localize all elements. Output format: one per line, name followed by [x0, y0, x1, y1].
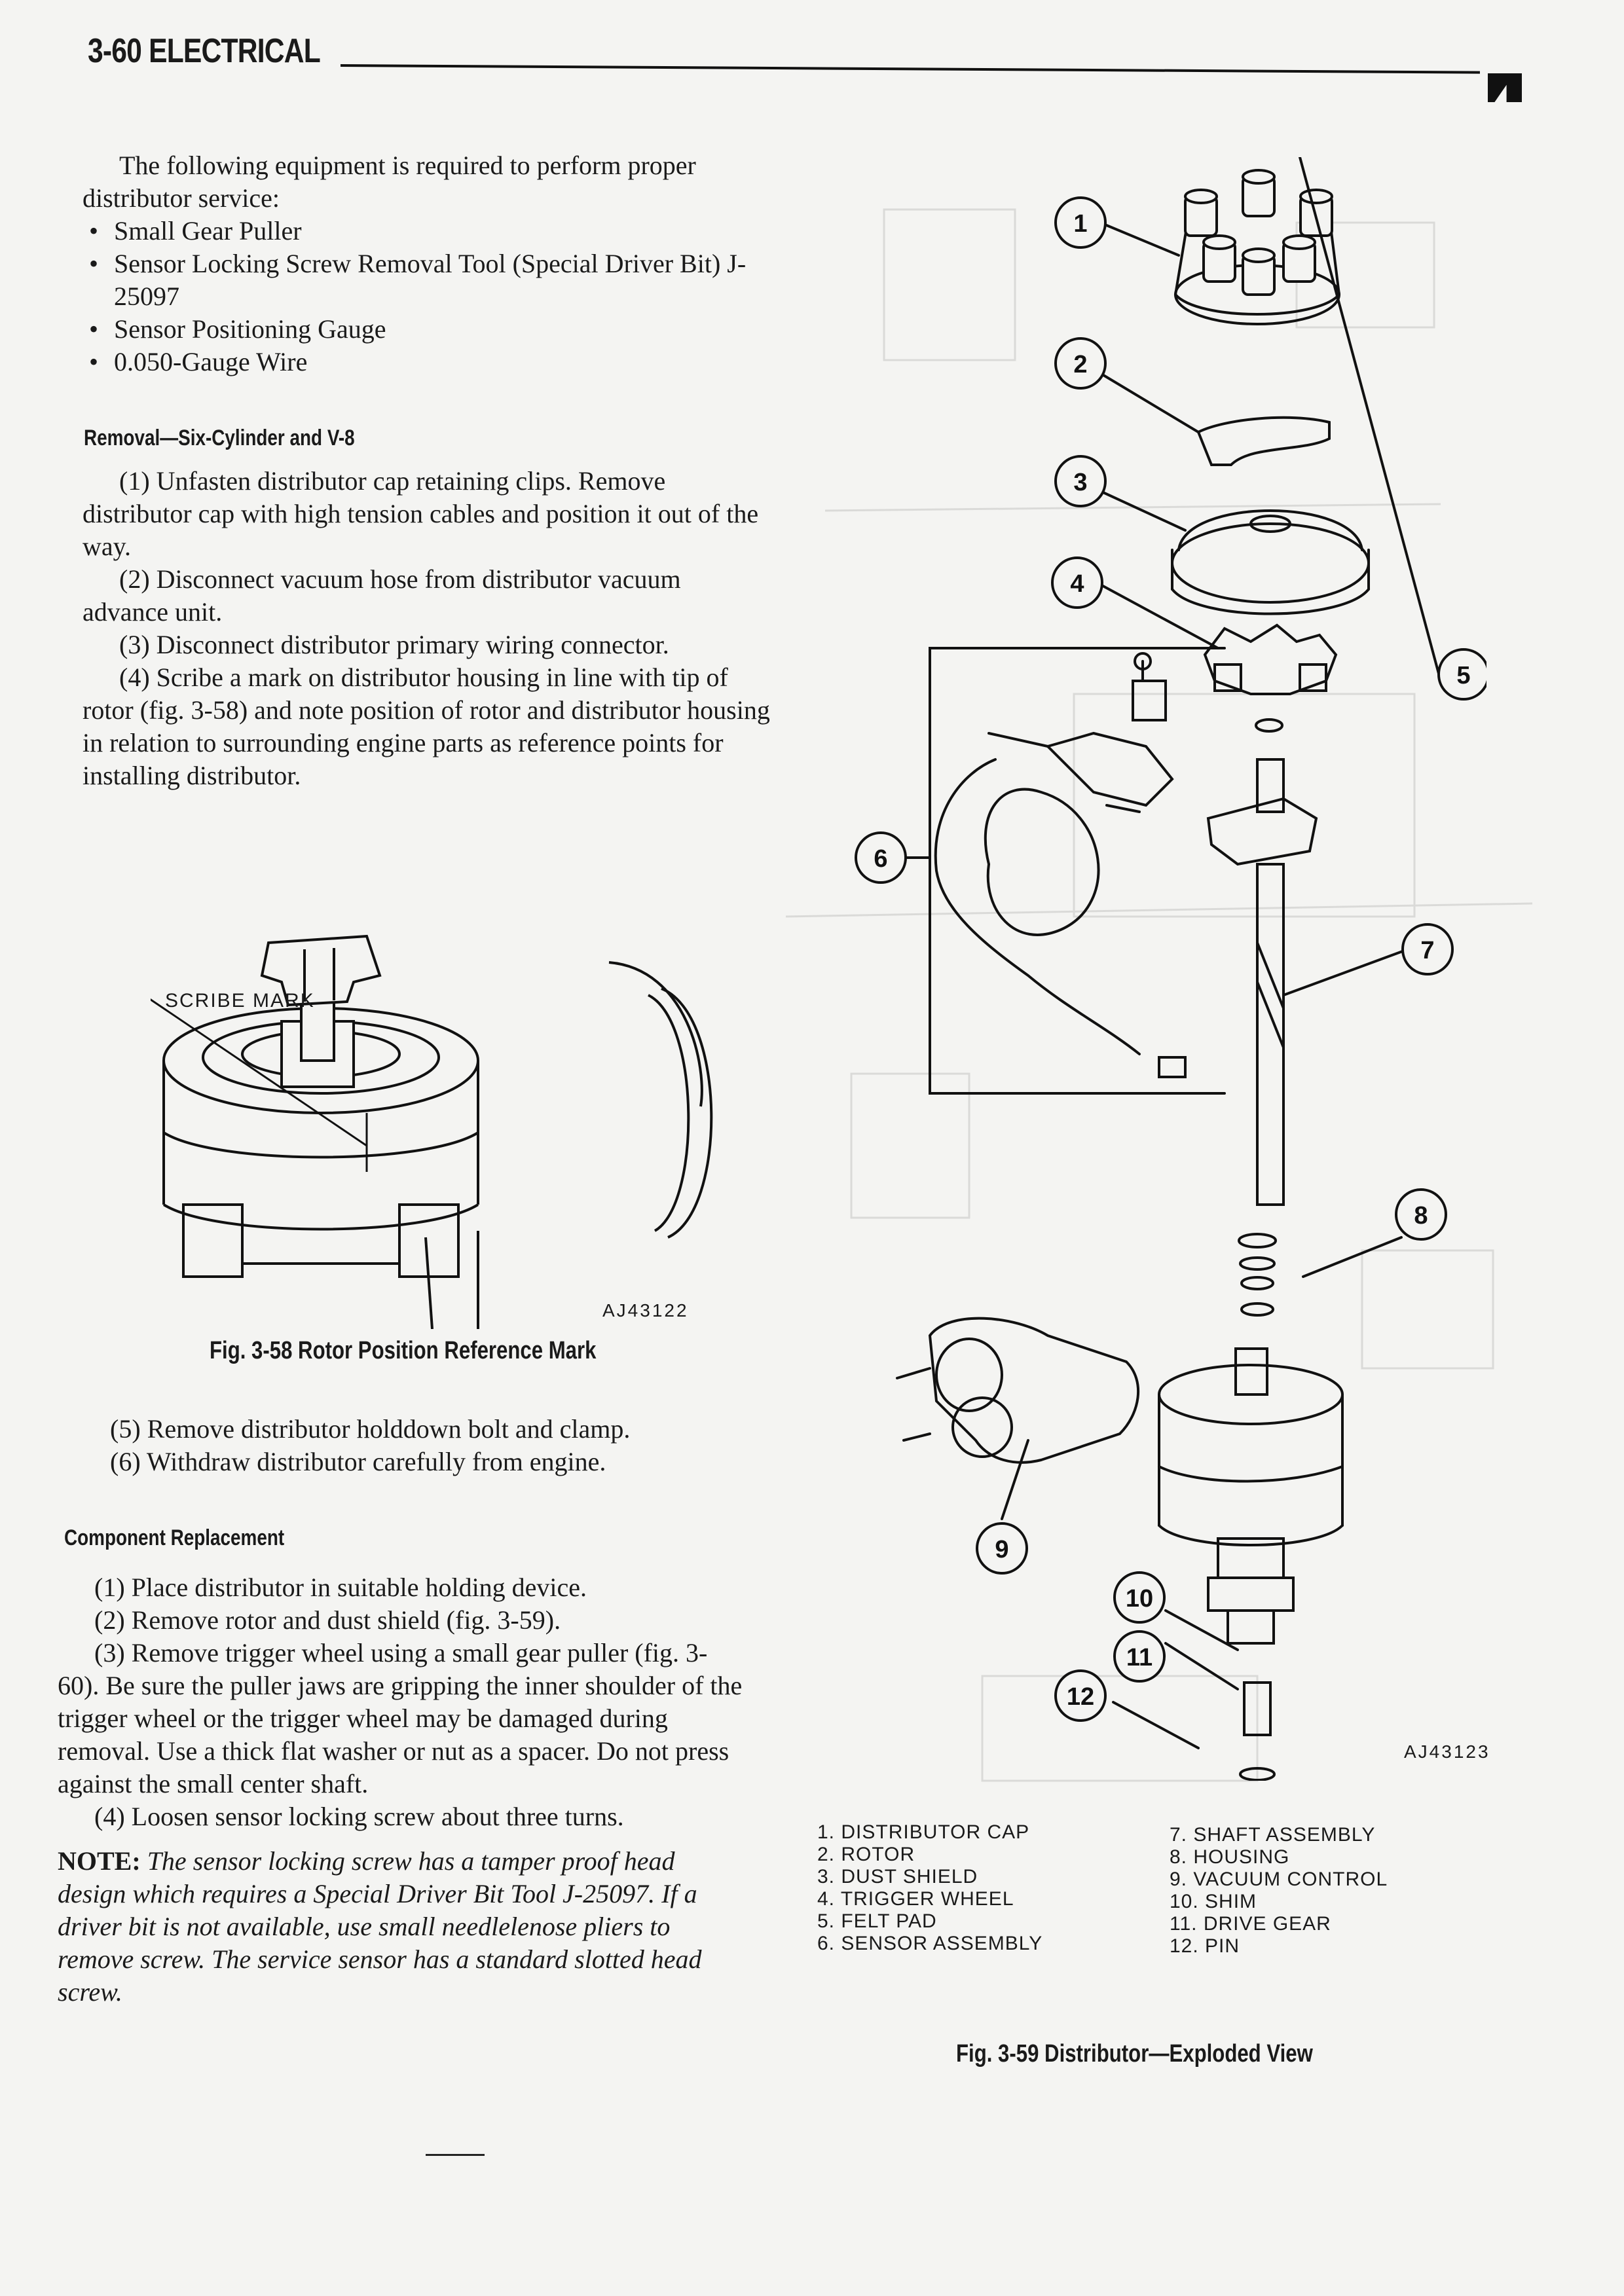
legend-item: 4. TRIGGER WHEEL — [817, 1888, 1014, 1910]
callout-1: 1 — [1073, 210, 1088, 238]
legend-item: 9. VACUUM CONTROL — [1170, 1868, 1388, 1890]
removal-steps — [83, 465, 770, 792]
callout-3: 3 — [1073, 469, 1088, 496]
intro-text: The following equipment is required to perform proper distributor service: — [83, 151, 696, 213]
callout-7: 7 — [1420, 937, 1435, 964]
fig-3-59-legend-left — [817, 1821, 1043, 1955]
component-steps — [58, 1571, 745, 2009]
callout-11: 11 — [1126, 1644, 1153, 1671]
component-step: (3) Remove trigger wheel using a small gear puller (fig. 3-60). Be sure the puller jaws are gripping the inner shoulder of the trigger wheel or the trigger wheel may be damaged during removal. Use a thick flat washer or nut as a spacer. Do not press against the small center shaft. — [58, 1638, 743, 1798]
intro-block — [83, 149, 777, 378]
legend-item: 7. SHAFT ASSEMBLY — [1170, 1824, 1376, 1846]
fig-3-59-code: AJ43123 — [1404, 1741, 1490, 1762]
legend-item: 6. SENSOR ASSEMBLY — [817, 1933, 1043, 1954]
callout-10: 10 — [1125, 1585, 1154, 1613]
page-header: 3-60 ELECTRICAL — [88, 32, 320, 70]
legend-item: 8. HOUSING — [1170, 1846, 1290, 1868]
callout-9: 9 — [995, 1536, 1009, 1563]
removal-steps-continued — [110, 1413, 765, 1478]
equipment-item: • 0.050-Gauge Wire — [83, 346, 777, 378]
legend-item: 12. PIN — [1170, 1935, 1240, 1957]
removal-step: (5) Remove distributor holddown bolt and clamp. — [110, 1414, 631, 1444]
fig-3-58-illustration — [151, 897, 740, 1329]
callout-6: 6 — [874, 845, 888, 873]
legend-item: 5. FELT PAD — [817, 1910, 937, 1932]
fig-3-59-illustration — [832, 157, 1486, 1781]
component-step: (2) Remove rotor and dust shield (fig. 3-59). — [94, 1605, 561, 1635]
equipment-item: • Small Gear Puller — [83, 215, 777, 247]
legend-item: 11. DRIVE GEAR — [1170, 1913, 1331, 1935]
removal-step: (4) Scribe a mark on distributor housing in line with tip of rotor (fig. 3-58) and note position of rotor and distributor housing in relation to surrounding engine parts as reference points for installing distributor. — [83, 663, 770, 790]
fig-3-58-caption: Fig. 3-58 Rotor Position Reference Mark — [210, 1337, 597, 1364]
component-heading: Component Replacement — [64, 1525, 285, 1550]
component-step: (1) Place distributor in suitable holding device. — [94, 1573, 587, 1602]
fig-3-58-code: AJ43122 — [602, 1300, 689, 1321]
removal-heading: Removal—Six-Cylinder and V-8 — [84, 426, 355, 450]
note-paragraph — [58, 1845, 745, 2009]
callout-4: 4 — [1070, 570, 1084, 598]
component-step: (4) Loosen sensor locking screw about three turns. — [94, 1802, 624, 1831]
scribe-mark-label: SCRIBE MARK — [165, 990, 315, 1011]
callout-8: 8 — [1414, 1202, 1428, 1230]
note-text: The sensor locking screw has a tamper proof head design which requires a Special Driver Bit Tool J-25097. If a driver bit is not available, use small needlelenose pliers to remove screw. The service sensor has a standard slotted head screw. — [58, 1846, 702, 2007]
fig-3-59-caption: Fig. 3-59 Distributor—Exploded View — [956, 2040, 1313, 2068]
callout-12: 12 — [1066, 1683, 1095, 1711]
removal-step: (3) Disconnect distributor primary wiring connector. — [119, 630, 669, 659]
fig-3-59-callouts — [856, 198, 1486, 1721]
legend-item: 2. ROTOR — [817, 1844, 915, 1865]
header-rule — [341, 64, 1480, 74]
fig-3-59-legend-right — [1170, 1824, 1388, 1958]
legend-item: 1. DISTRIBUTOR CAP — [817, 1821, 1030, 1843]
corner-tab-mark — [1488, 73, 1522, 102]
legend-item: 3. DUST SHIELD — [817, 1866, 978, 1887]
removal-step: (6) Withdraw distributor carefully from engine. — [110, 1447, 606, 1476]
note-label: NOTE: — [58, 1846, 141, 1876]
callout-5: 5 — [1456, 662, 1471, 689]
callout-2: 2 — [1073, 351, 1088, 378]
footer-rule — [426, 2154, 485, 2156]
removal-step: (1) Unfasten distributor cap retaining clips. Remove distributor cap with high tension cables and position it out of the way. — [83, 466, 759, 561]
equipment-item: • Sensor Positioning Gauge — [83, 313, 777, 346]
equipment-item: • Sensor Locking Screw Removal Tool (Special Driver Bit) J-25097 — [83, 247, 769, 313]
removal-step: (2) Disconnect vacuum hose from distributor vacuum advance unit. — [83, 564, 681, 627]
legend-item: 10. SHIM — [1170, 1891, 1257, 1912]
